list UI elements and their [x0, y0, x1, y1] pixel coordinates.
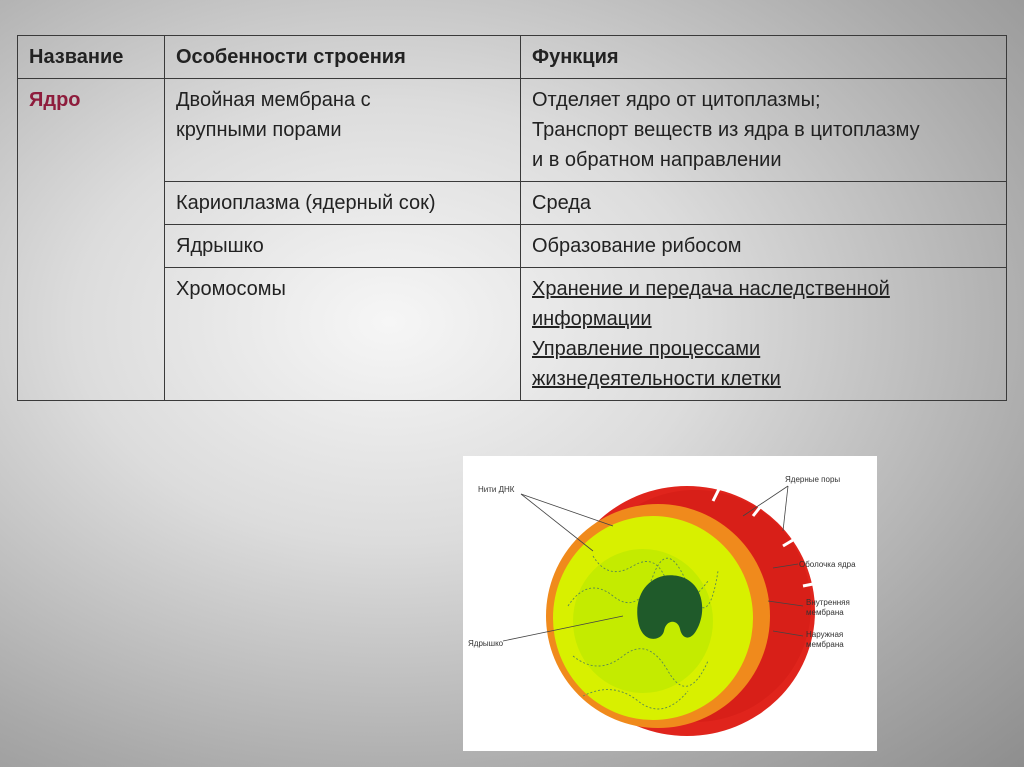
structure-cell [165, 225, 521, 268]
function-line: Управление процессами [532, 338, 761, 360]
structure-line: Кариоплазма (ядерный сок) [176, 192, 436, 214]
header-name: Название [18, 36, 165, 79]
label-outer-1: Наружная [806, 630, 844, 639]
function-line: Среда [532, 192, 592, 214]
function-cell [521, 268, 1007, 401]
nucleus-illustration [463, 456, 877, 751]
label-outer-2: мембрана [806, 640, 844, 649]
label-envelope: Оболочка ядра [799, 560, 856, 569]
header-structure: Особенности строения [165, 36, 521, 79]
nucleus-diagram [463, 456, 877, 751]
structure-cell [165, 182, 521, 225]
label-nucleolus: Ядрышко [468, 639, 504, 648]
function-line: Отделяет ядро от цитоплазмы; [532, 89, 821, 111]
table-row [18, 225, 1007, 268]
function-line: Образование рибосом [532, 235, 742, 257]
structure-cell [165, 79, 521, 182]
function-cell [521, 225, 1007, 268]
organelle-name: Ядро [18, 79, 165, 401]
function-line: Хранение и передача наследственной [532, 278, 890, 300]
structure-line: Ядрышко [176, 235, 264, 257]
label-inner-2: мембрана [806, 608, 844, 617]
nucleus-table [17, 35, 1006, 401]
function-line: Транспорт веществ из ядра в цитоплазму [532, 119, 920, 141]
function-cell [521, 79, 1007, 182]
table-row [18, 182, 1007, 225]
structure-cell [165, 268, 521, 401]
label-dna: Нити ДНК [478, 485, 515, 494]
table-header-row [18, 36, 1007, 79]
function-line: жизнедеятельности клетки [532, 368, 781, 390]
table-row [18, 268, 1007, 401]
header-function: Функция [521, 36, 1007, 79]
structure-line: Хромосомы [176, 278, 286, 300]
function-line: и в обратном направлении [532, 149, 782, 171]
structure-line: крупными порами [176, 119, 342, 141]
function-cell [521, 182, 1007, 225]
table-row [18, 79, 1007, 182]
structure-line: Двойная мембрана с [176, 89, 371, 111]
label-inner-1: Внутренняя [806, 598, 850, 607]
label-pores: Ядерные поры [785, 475, 841, 484]
function-line: информации [532, 308, 652, 330]
